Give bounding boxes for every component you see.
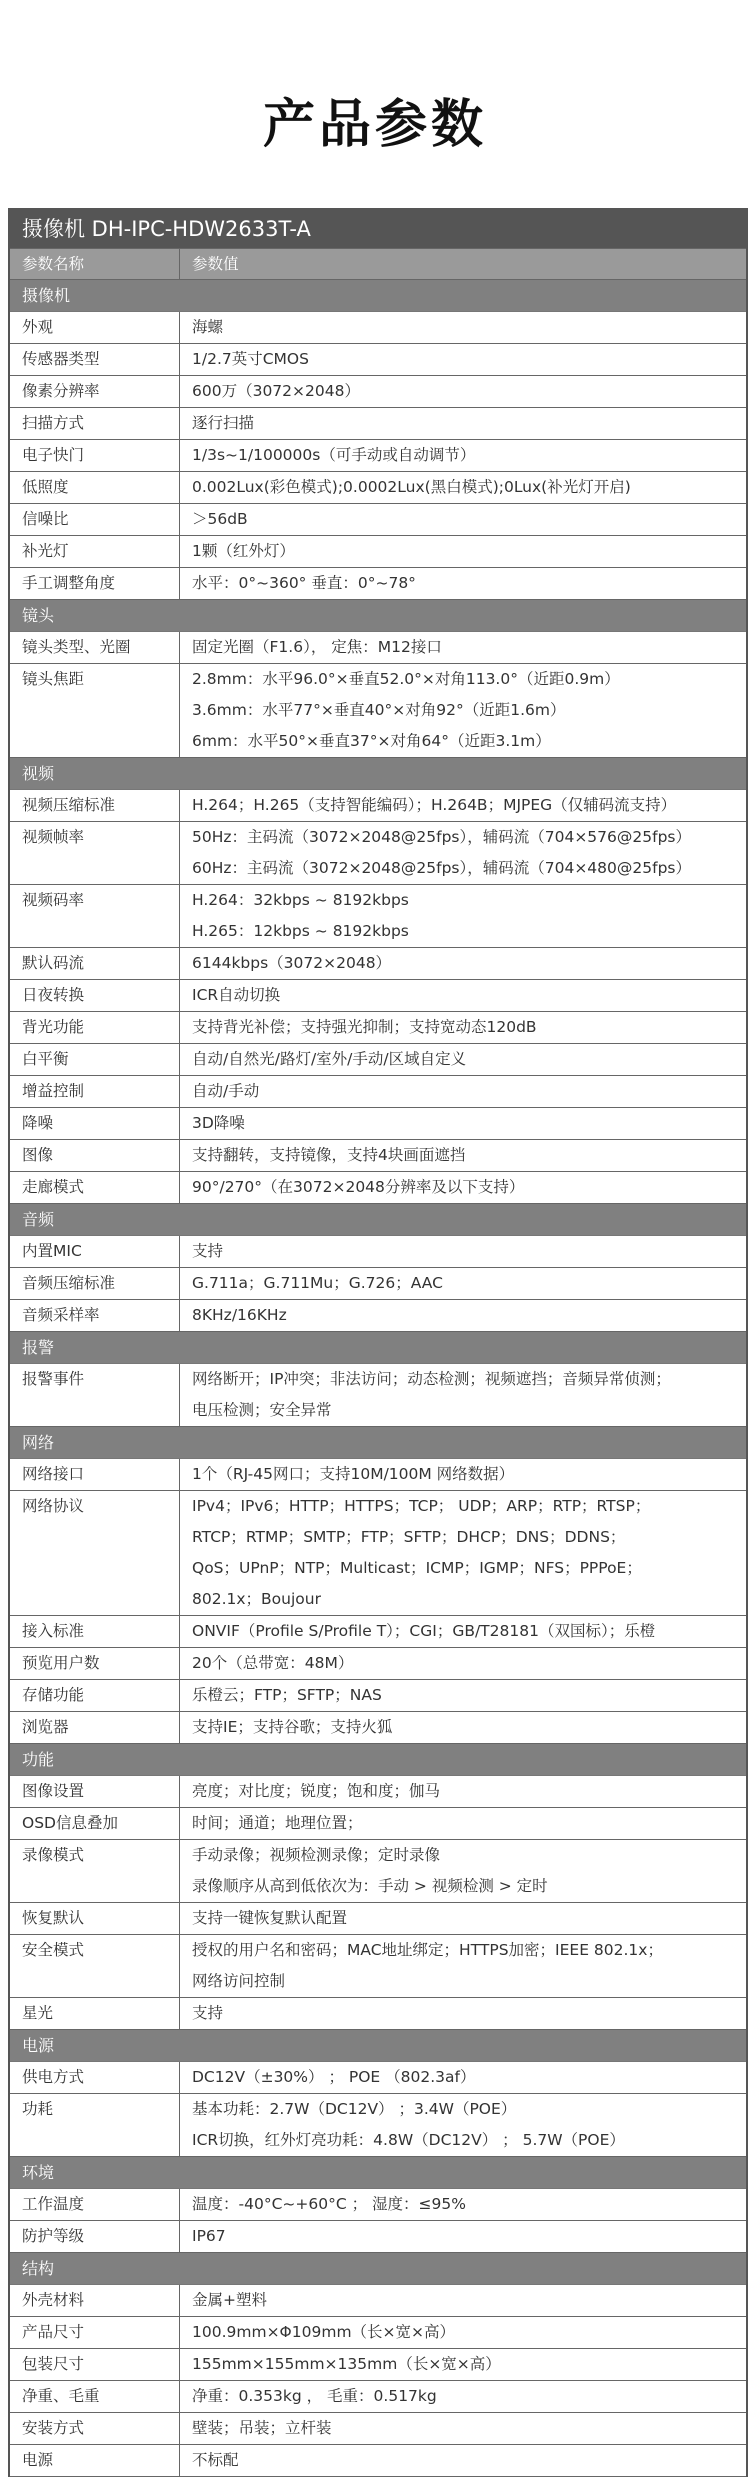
param-value-line: QoS；UPnP；NTP；Multicast；ICMP；IGMP；NFS；PPPoE； bbox=[192, 1559, 642, 1577]
param-value-line: 3D降噪 bbox=[192, 1114, 245, 1132]
param-value-line: G.711a；G.711Mu；G.726；AAC bbox=[192, 1274, 443, 1292]
param-value bbox=[180, 1680, 746, 1711]
table-row bbox=[10, 1108, 746, 1140]
table-row bbox=[10, 2445, 746, 2477]
section-header: 视频 bbox=[10, 758, 746, 790]
table-row bbox=[10, 885, 746, 948]
table-row bbox=[10, 1140, 746, 1172]
table-row bbox=[10, 1268, 746, 1300]
param-name: 外壳材料 bbox=[10, 2285, 180, 2316]
param-name: 供电方式 bbox=[10, 2062, 180, 2093]
param-name: 预览用户数 bbox=[10, 1648, 180, 1679]
section-header: 报警 bbox=[10, 1332, 746, 1364]
param-value-line: 固定光圈（F1.6）， 定焦：M12接口 bbox=[192, 638, 442, 656]
param-value bbox=[180, 822, 746, 884]
param-value bbox=[180, 2285, 746, 2316]
section-header: 网络 bbox=[10, 1427, 746, 1459]
table-row bbox=[10, 1459, 746, 1491]
table-row bbox=[10, 1044, 746, 1076]
param-name: 镜头焦距 bbox=[10, 664, 180, 757]
table-row bbox=[10, 2285, 746, 2317]
param-value bbox=[180, 1172, 746, 1203]
param-value-line: 基本功耗：2.7W（DC12V） ；3.4W（POE） bbox=[192, 2100, 517, 2118]
param-value-line: ICR自动切换 bbox=[192, 986, 281, 1004]
param-name: 视频码率 bbox=[10, 885, 180, 947]
param-value-line: RTCP；RTMP；SMTP；FTP；SFTP；DHCP；DNS；DDNS； bbox=[192, 1528, 626, 1546]
param-value bbox=[180, 2381, 746, 2412]
param-name: 工作温度 bbox=[10, 2189, 180, 2220]
param-name: 电子快门 bbox=[10, 440, 180, 471]
param-name: 像素分辨率 bbox=[10, 376, 180, 407]
table-row bbox=[10, 2189, 746, 2221]
param-value bbox=[180, 2317, 746, 2348]
param-name: 安装方式 bbox=[10, 2413, 180, 2444]
table-row bbox=[10, 1998, 746, 2030]
section-header: 音频 bbox=[10, 1204, 746, 1236]
table-row bbox=[10, 344, 746, 376]
spec-table bbox=[8, 208, 748, 2477]
param-value-line: IPv4；IPv6；HTTP；HTTPS；TCP； UDP；ARP；RTP；RTSP； bbox=[192, 1497, 651, 1515]
param-name: 传感器类型 bbox=[10, 344, 180, 375]
param-value-line: 自动/手动 bbox=[192, 1082, 260, 1100]
param-value-line: 6mm：水平50°×垂直37°×对角64°（近距3.1m） bbox=[192, 732, 551, 750]
param-value bbox=[180, 568, 746, 599]
table-row bbox=[10, 1012, 746, 1044]
param-value bbox=[180, 1616, 746, 1647]
param-value bbox=[180, 376, 746, 407]
table-row bbox=[10, 1712, 746, 1744]
param-value-line: 网络访问控制 bbox=[192, 1972, 286, 1990]
param-name: 净重、毛重 bbox=[10, 2381, 180, 2412]
param-name: OSD信息叠加 bbox=[10, 1808, 180, 1839]
table-row bbox=[10, 1364, 746, 1427]
param-value-line: 时间；通道；地理位置； bbox=[192, 1814, 363, 1832]
param-value-line: 支持一键恢复默认配置 bbox=[192, 1909, 348, 1927]
table-row bbox=[10, 408, 746, 440]
param-value bbox=[180, 312, 746, 343]
table-row bbox=[10, 1903, 746, 1935]
param-name: 扫描方式 bbox=[10, 408, 180, 439]
table-row bbox=[10, 664, 746, 758]
param-value-line: 授权的用户名和密码；MAC地址绑定；HTTPS加密；IEEE 802.1x； bbox=[192, 1941, 663, 1959]
param-value bbox=[180, 790, 746, 821]
param-value-line: 1/3s~1/100000s（可手动或自动调节） bbox=[192, 446, 476, 464]
param-value bbox=[180, 1935, 746, 1997]
param-value bbox=[180, 1648, 746, 1679]
table-row bbox=[10, 790, 746, 822]
param-value-line: H.264；H.265（支持智能编码）；H.264B；MJPEG（仅辅码流支持） bbox=[192, 796, 677, 814]
param-name: 补光灯 bbox=[10, 536, 180, 567]
param-name: 包装尺寸 bbox=[10, 2349, 180, 2380]
param-value bbox=[180, 1491, 746, 1615]
param-name: 恢复默认 bbox=[10, 1903, 180, 1934]
param-name: 低照度 bbox=[10, 472, 180, 503]
param-name: 防护等级 bbox=[10, 2221, 180, 2252]
section-header: 电源 bbox=[10, 2030, 746, 2062]
param-name: 视频帧率 bbox=[10, 822, 180, 884]
table-row bbox=[10, 1935, 746, 1998]
param-value-line: 802.1x；Boujour bbox=[192, 1590, 321, 1608]
table-header bbox=[10, 249, 746, 280]
table-row bbox=[10, 1680, 746, 1712]
param-name: 报警事件 bbox=[10, 1364, 180, 1426]
param-value-line: 支持IE；支持谷歌；支持火狐 bbox=[192, 1718, 393, 1736]
param-value bbox=[180, 2413, 746, 2444]
param-value bbox=[180, 344, 746, 375]
param-name: 图像 bbox=[10, 1140, 180, 1171]
param-name: 录像模式 bbox=[10, 1840, 180, 1902]
param-value bbox=[180, 1903, 746, 1934]
param-name: 走廊模式 bbox=[10, 1172, 180, 1203]
table-row bbox=[10, 2221, 746, 2253]
param-value-line: 支持翻转，支持镜像，支持4块画面遮挡 bbox=[192, 1146, 466, 1164]
param-value bbox=[180, 2349, 746, 2380]
param-value-line: 1/2.7英寸CMOS bbox=[192, 350, 309, 368]
table-row bbox=[10, 472, 746, 504]
table-row bbox=[10, 1172, 746, 1204]
param-value-line: 3.6mm：水平77°×垂直40°×对角92°（近距1.6m） bbox=[192, 701, 566, 719]
param-value-line: 净重：0.353kg ， 毛重：0.517kg bbox=[192, 2387, 437, 2405]
table-row bbox=[10, 2094, 746, 2157]
param-value-line: 155mm×155mm×135mm（长×宽×高） bbox=[192, 2355, 501, 2373]
param-value-line: H.265：12kbps ~ 8192kbps bbox=[192, 922, 409, 940]
param-value-line: 60Hz：主码流（3072×2048@25fps），辅码流（704×480@25fps） bbox=[192, 859, 691, 877]
param-value bbox=[180, 1808, 746, 1839]
param-value-line: IP67 bbox=[192, 2227, 226, 2245]
param-value bbox=[180, 472, 746, 503]
table-row bbox=[10, 822, 746, 885]
param-value-line: 海螺 bbox=[192, 318, 224, 336]
param-value bbox=[180, 2445, 746, 2476]
param-value bbox=[180, 885, 746, 947]
param-value-line: 8KHz/16KHz bbox=[192, 1306, 287, 1324]
param-value-line: 6144kbps（3072×2048） bbox=[192, 954, 392, 972]
param-value bbox=[180, 504, 746, 535]
param-value-line: 100.9mm×Φ109mm（长×宽×高） bbox=[192, 2323, 456, 2341]
table-row bbox=[10, 440, 746, 472]
table-row bbox=[10, 1808, 746, 1840]
param-name: 白平衡 bbox=[10, 1044, 180, 1075]
table-row bbox=[10, 1840, 746, 1903]
param-value-line: ONVIF（Profile S/Profile T）；CGI；GB/T28181（双国标）；乐橙 bbox=[192, 1622, 656, 1640]
param-value-line: 网络断开；IP冲突；非法访问；动态检测；视频遮挡；音频异常侦测； bbox=[192, 1370, 671, 1388]
section-header: 镜头 bbox=[10, 600, 746, 632]
param-value bbox=[180, 1300, 746, 1331]
param-value-line: DC12V（±30%） ； POE （802.3af） bbox=[192, 2068, 476, 2086]
section-header: 功能 bbox=[10, 1744, 746, 1776]
table-row bbox=[10, 1076, 746, 1108]
header-value: 参数值 bbox=[192, 255, 239, 273]
table-row bbox=[10, 2413, 746, 2445]
param-value bbox=[180, 1712, 746, 1743]
param-name: 电源 bbox=[10, 2445, 180, 2476]
param-value-line: 壁装；吊装；立杆装 bbox=[192, 2419, 332, 2437]
param-value bbox=[180, 1364, 746, 1426]
table-row bbox=[10, 632, 746, 664]
table-row bbox=[10, 1616, 746, 1648]
header-name: 参数名称 bbox=[10, 249, 180, 279]
param-name: 存储功能 bbox=[10, 1680, 180, 1711]
param-value-line: 金属+塑料 bbox=[192, 2291, 267, 2309]
param-name: 音频压缩标准 bbox=[10, 1268, 180, 1299]
param-name: 镜头类型、光圈 bbox=[10, 632, 180, 663]
param-value-line: 水平：0°~360° 垂直：0°~78° bbox=[192, 574, 416, 592]
table-row bbox=[10, 568, 746, 600]
param-value bbox=[180, 948, 746, 979]
param-value-line: 亮度；对比度；锐度；饱和度；伽马 bbox=[192, 1782, 441, 1800]
param-value-line: 1个（RJ-45网口；支持10M/100M 网络数据） bbox=[192, 1465, 515, 1483]
param-name: 日夜转换 bbox=[10, 980, 180, 1011]
param-name: 降噪 bbox=[10, 1108, 180, 1139]
param-value-line: 2.8mm：水平96.0°×垂直52.0°×对角113.0°（近距0.9m） bbox=[192, 670, 620, 688]
table-row bbox=[10, 2349, 746, 2381]
table-row bbox=[10, 504, 746, 536]
param-value bbox=[180, 536, 746, 567]
param-value bbox=[180, 2094, 746, 2156]
param-value bbox=[180, 1044, 746, 1075]
param-name: 星光 bbox=[10, 1998, 180, 2029]
param-value-line: 支持 bbox=[192, 1242, 224, 1260]
param-value bbox=[180, 1998, 746, 2029]
section-header: 摄像机 bbox=[10, 280, 746, 312]
param-name: 图像设置 bbox=[10, 1776, 180, 1807]
section-header: 环境 bbox=[10, 2157, 746, 2189]
section-header: 结构 bbox=[10, 2253, 746, 2285]
table-row bbox=[10, 1300, 746, 1332]
param-value-line: 不标配 bbox=[192, 2451, 239, 2469]
param-value-line: 1颗（红外灯） bbox=[192, 542, 295, 560]
table-row bbox=[10, 948, 746, 980]
table-row bbox=[10, 2317, 746, 2349]
model-title: 摄像机 DH-IPC-HDW2633T-A bbox=[10, 210, 746, 249]
param-value-line: 手动录像；视频检测录像；定时录像 bbox=[192, 1846, 441, 1864]
param-value-line: 逐行扫描 bbox=[192, 414, 255, 432]
param-value-line: 20个（总带宽：48M） bbox=[192, 1654, 354, 1672]
table-row bbox=[10, 1776, 746, 1808]
param-value bbox=[180, 408, 746, 439]
table-row bbox=[10, 536, 746, 568]
param-name: 功耗 bbox=[10, 2094, 180, 2156]
param-value-line: 温度：-40°C~+60°C ； 湿度：≤95% bbox=[192, 2195, 466, 2213]
table-row bbox=[10, 1491, 746, 1616]
param-value bbox=[180, 1840, 746, 1902]
param-value-line: 支持背光补偿；支持强光抑制；支持宽动态120dB bbox=[192, 1018, 537, 1036]
param-name: 产品尺寸 bbox=[10, 2317, 180, 2348]
param-name: 视频压缩标准 bbox=[10, 790, 180, 821]
param-value bbox=[180, 1108, 746, 1139]
table-row bbox=[10, 2062, 746, 2094]
param-value bbox=[180, 1268, 746, 1299]
param-name: 浏览器 bbox=[10, 1712, 180, 1743]
param-value bbox=[180, 1076, 746, 1107]
param-value bbox=[180, 440, 746, 471]
param-name: 网络协议 bbox=[10, 1491, 180, 1615]
param-name: 默认码流 bbox=[10, 948, 180, 979]
param-value bbox=[180, 1459, 746, 1490]
param-value bbox=[180, 1140, 746, 1171]
param-value-line: 90°/270°（在3072×2048分辨率及以下支持） bbox=[192, 1178, 525, 1196]
param-value bbox=[180, 1012, 746, 1043]
param-name: 增益控制 bbox=[10, 1076, 180, 1107]
param-value-line: 600万（3072×2048） bbox=[192, 382, 360, 400]
param-value-line: H.264：32kbps ~ 8192kbps bbox=[192, 891, 409, 909]
param-value-line: 0.002Lux(彩色模式);0.0002Lux(黑白模式);0Lux(补光灯开启) bbox=[192, 478, 631, 496]
param-name: 网络接口 bbox=[10, 1459, 180, 1490]
param-value-line: 50Hz：主码流（3072×2048@25fps），辅码流（704×576@25fps） bbox=[192, 828, 691, 846]
param-value-line: 录像顺序从高到低依次为：手动 > 视频检测 > 定时 bbox=[192, 1877, 548, 1895]
param-value bbox=[180, 1776, 746, 1807]
param-name: 信噪比 bbox=[10, 504, 180, 535]
param-name: 安全模式 bbox=[10, 1935, 180, 1997]
table-row bbox=[10, 980, 746, 1012]
param-value-line: 电压检测；安全异常 bbox=[192, 1401, 332, 1419]
param-value bbox=[180, 2221, 746, 2252]
param-value bbox=[180, 2189, 746, 2220]
param-value-line: 支持 bbox=[192, 2004, 224, 2022]
param-value-line: ＞56dB bbox=[192, 510, 248, 528]
param-name: 接入标准 bbox=[10, 1616, 180, 1647]
param-name: 音频采样率 bbox=[10, 1300, 180, 1331]
table-row bbox=[10, 1236, 746, 1268]
param-value-line: 乐橙云；FTP；SFTP；NAS bbox=[192, 1686, 382, 1704]
param-value bbox=[180, 980, 746, 1011]
param-value bbox=[180, 664, 746, 757]
param-name: 背光功能 bbox=[10, 1012, 180, 1043]
param-value-line: 自动/自然光/路灯/室外/手动/区域自定义 bbox=[192, 1050, 467, 1068]
param-value bbox=[180, 2062, 746, 2093]
param-value bbox=[180, 632, 746, 663]
param-name: 手工调整角度 bbox=[10, 568, 180, 599]
param-value-line: ICR切换，红外灯亮功耗：4.8W（DC12V） ； 5.7W（POE） bbox=[192, 2131, 625, 2149]
table-row bbox=[10, 312, 746, 344]
param-name: 内置MIC bbox=[10, 1236, 180, 1267]
table-row bbox=[10, 376, 746, 408]
page-title: 产品参数 bbox=[262, 95, 487, 155]
param-value bbox=[180, 1236, 746, 1267]
table-row bbox=[10, 2381, 746, 2413]
table-row bbox=[10, 1648, 746, 1680]
param-name: 外观 bbox=[10, 312, 180, 343]
